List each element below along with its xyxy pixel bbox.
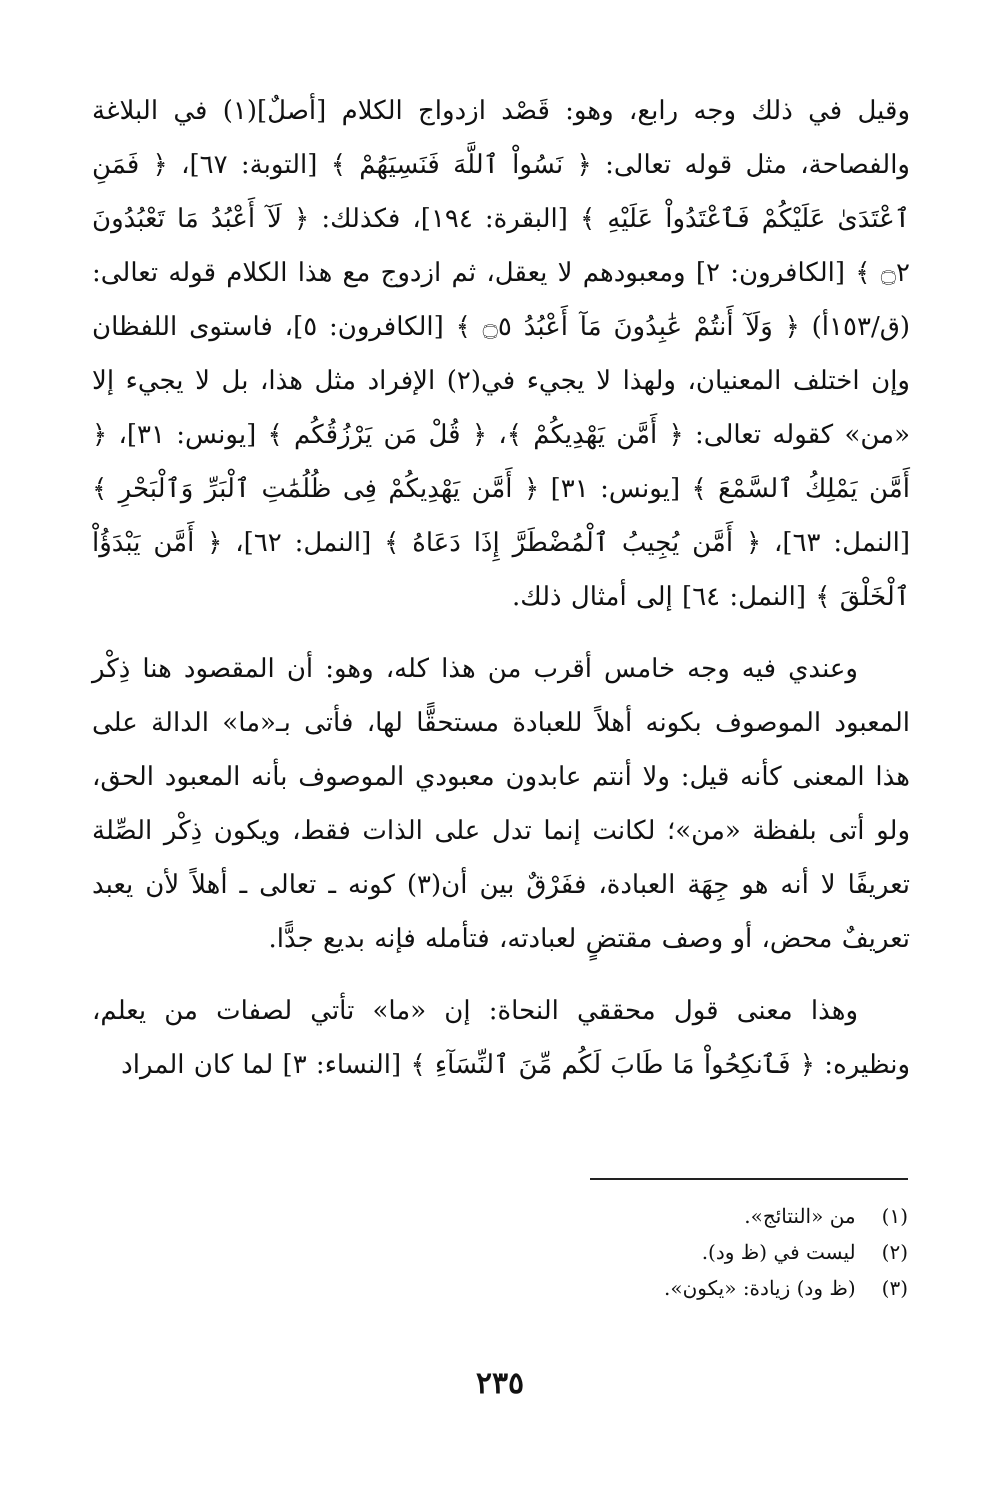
footnote-number: (٣) xyxy=(881,1276,908,1300)
footnote-2 xyxy=(408,1234,908,1270)
footnote-3 xyxy=(408,1270,908,1306)
footnote-separator xyxy=(590,1178,908,1180)
footnote-text: ليست في (ظ ود). xyxy=(701,1240,856,1264)
page-number: ٢٣٥ xyxy=(475,1366,525,1401)
paragraph-2: وعندي فيه وجه خامس أقرب من هذا كله، وهو: أن المقصود هنا ذِكْر المعبود الموصوف بكونه أهلاً للعبادة مستحقًّا لها، فأتى بـ«ما» الدالة على هذا المعنى كأنه قيل: ولا أنتم عابدون معبودي الموصوف بأنه المعبود الحق، ولو أتى بلفظة «من»؛ لكانت إنما تدل على الذات فقط، ويكون ذِكْر الصِّلة تعريفًا لا أنه هو جِهَة العبادة، ففَرْقٌ بين أن(٣) كونه ـ تعالى ـ أهلاً لأن يعبد تعريفٌ محض، أو وصف مقتضٍ لعبادته، فتأمله فإنه بديع جدًّا. xyxy=(92,654,911,954)
paragraph-1: وقيل في ذلك وجه رابع، وهو: قَصْد ازدواج الكلام [أصلٌ](١) في البلاغة والفصاحة، مثل قوله تعالى: ﴿ نَسُواْ ٱللَّهَ فَنَسِيَهُمْ ﴾ [التوبة: ٦٧]، ﴿ فَمَنِ ٱعْتَدَىٰ عَلَيْكُمْ فَٱعْتَدُواْ عَلَيْهِ ﴾ [البقرة: ١٩٤]، فكذلك: ﴿ لَآ أَعْبُدُ مَا تَعْبُدُونَ ۝٢ ﴾ [الكافرون: ٢] ومعبودهم لا يعقل، ثم ازدوج مع هذا الكلام قوله تعالى: (ق/١٥٣أ) ﴿ وَلَآ أَنتُمْ عَٰبِدُونَ مَآ أَعْبُدُ ۝٥ ﴾ [الكافرون: ٥]، فاستوى اللفظان وإن اختلف المعنيان، ولهذا لا يجيء في(٢) الإفراد مثل هذا، بل لا يجيء إلا «من» كقوله تعالى: ﴿ أَمَّن يَهْدِيكُمْ ﴾، ﴿ قُلْ مَن يَرْزُقُكُم ﴾ [يونس: ٣١]، ﴿ أَمَّن يَمْلِكُ ٱلسَّمْعَ ﴾ [يونس: ٣١] ﴿ أَمَّن يَهْدِيكُمْ فِى ظُلُمَٰتِ ٱلْبَرِّ وَٱلْبَحْرِ ﴾ [النمل: ٦٣]، ﴿ أَمَّن يُجِيبُ ٱلْمُضْطَرَّ إِذَا دَعَاهُ ﴾ [النمل: ٦٢]، ﴿ أَمَّن يَبْدَؤُاْ ٱلْخَلْقَ ﴾ [النمل: ٦٤] إلى أمثال ذلك. xyxy=(92,96,911,612)
main-text xyxy=(92,84,910,1092)
footnote-number: (١) xyxy=(881,1204,908,1228)
footnote-text: من «النتائج». xyxy=(744,1204,856,1228)
footnote-text: (ظ ود) زيادة: «يكون». xyxy=(664,1276,856,1300)
paragraph-3: وهذا معنى قول محققي النحاة: إن «ما» تأتي لصفات من يعلم، ونظيره: ﴿ فَٱنكِحُواْ مَا طَابَ لَكُم مِّنَ ٱلنِّسَآءِ ﴾ [النساء: ٣] لما كان المراد xyxy=(92,996,910,1080)
footnotes-list xyxy=(408,1198,908,1306)
footnote-1 xyxy=(408,1198,908,1234)
footnote-number: (٢) xyxy=(881,1240,908,1264)
